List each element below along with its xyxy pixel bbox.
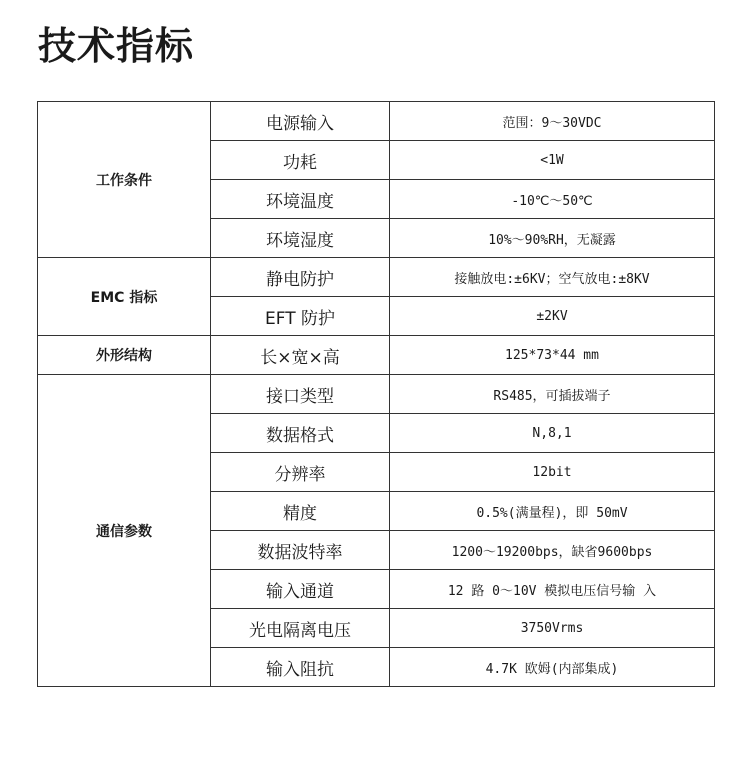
param-name: 数据格式: [211, 414, 390, 453]
param-value: 4.7K 欧姆(内部集成): [390, 648, 715, 687]
param-name: 功耗: [211, 141, 390, 180]
param-value: 125*73*44 mm: [390, 336, 715, 375]
table-row: [38, 336, 715, 375]
param-name: 输入阻抗: [211, 648, 390, 687]
table-row: [38, 102, 715, 141]
param-value: 12bit: [390, 453, 715, 492]
param-name: 静电防护: [211, 258, 390, 297]
param-value: ±2KV: [390, 297, 715, 336]
param-value: RS485，可插拔端子: [390, 375, 715, 414]
table-row: [38, 258, 715, 297]
group-label: 外形结构: [38, 336, 211, 375]
param-name: 光电隔离电压: [211, 609, 390, 648]
param-name: 接口类型: [211, 375, 390, 414]
param-value: 0.5%(满量程)，即 50mV: [390, 492, 715, 531]
group-label: EMC 指标: [38, 258, 211, 336]
group-label: 通信参数: [38, 375, 211, 687]
param-name: 长×宽×高: [211, 336, 390, 375]
param-value: 1200～19200bps，缺省9600bps: [390, 531, 715, 570]
param-value: 3750Vrms: [390, 609, 715, 648]
param-value: 接触放电:±6KV；空气放电:±8KV: [390, 258, 715, 297]
param-value: 10%～90%RH，无凝露: [390, 219, 715, 258]
param-name: 分辨率: [211, 453, 390, 492]
param-name: 输入通道: [211, 570, 390, 609]
param-name: EFT 防护: [211, 297, 390, 336]
group-label: 工作条件: [38, 102, 211, 258]
spec-table: [37, 101, 715, 687]
param-name: 电源输入: [211, 102, 390, 141]
table-row: [38, 375, 715, 414]
param-name: 环境温度: [211, 180, 390, 219]
param-name: 数据波特率: [211, 531, 390, 570]
param-value: -10℃～50℃: [390, 180, 715, 219]
param-value: 12 路 0～10V 模拟电压信号输 入: [390, 570, 715, 609]
page-title: 技术指标: [38, 24, 195, 68]
param-name: 精度: [211, 492, 390, 531]
param-value: 范围：9～30VDC: [390, 102, 715, 141]
param-value: N,8,1: [390, 414, 715, 453]
param-name: 环境湿度: [211, 219, 390, 258]
param-value: <1W: [390, 141, 715, 180]
